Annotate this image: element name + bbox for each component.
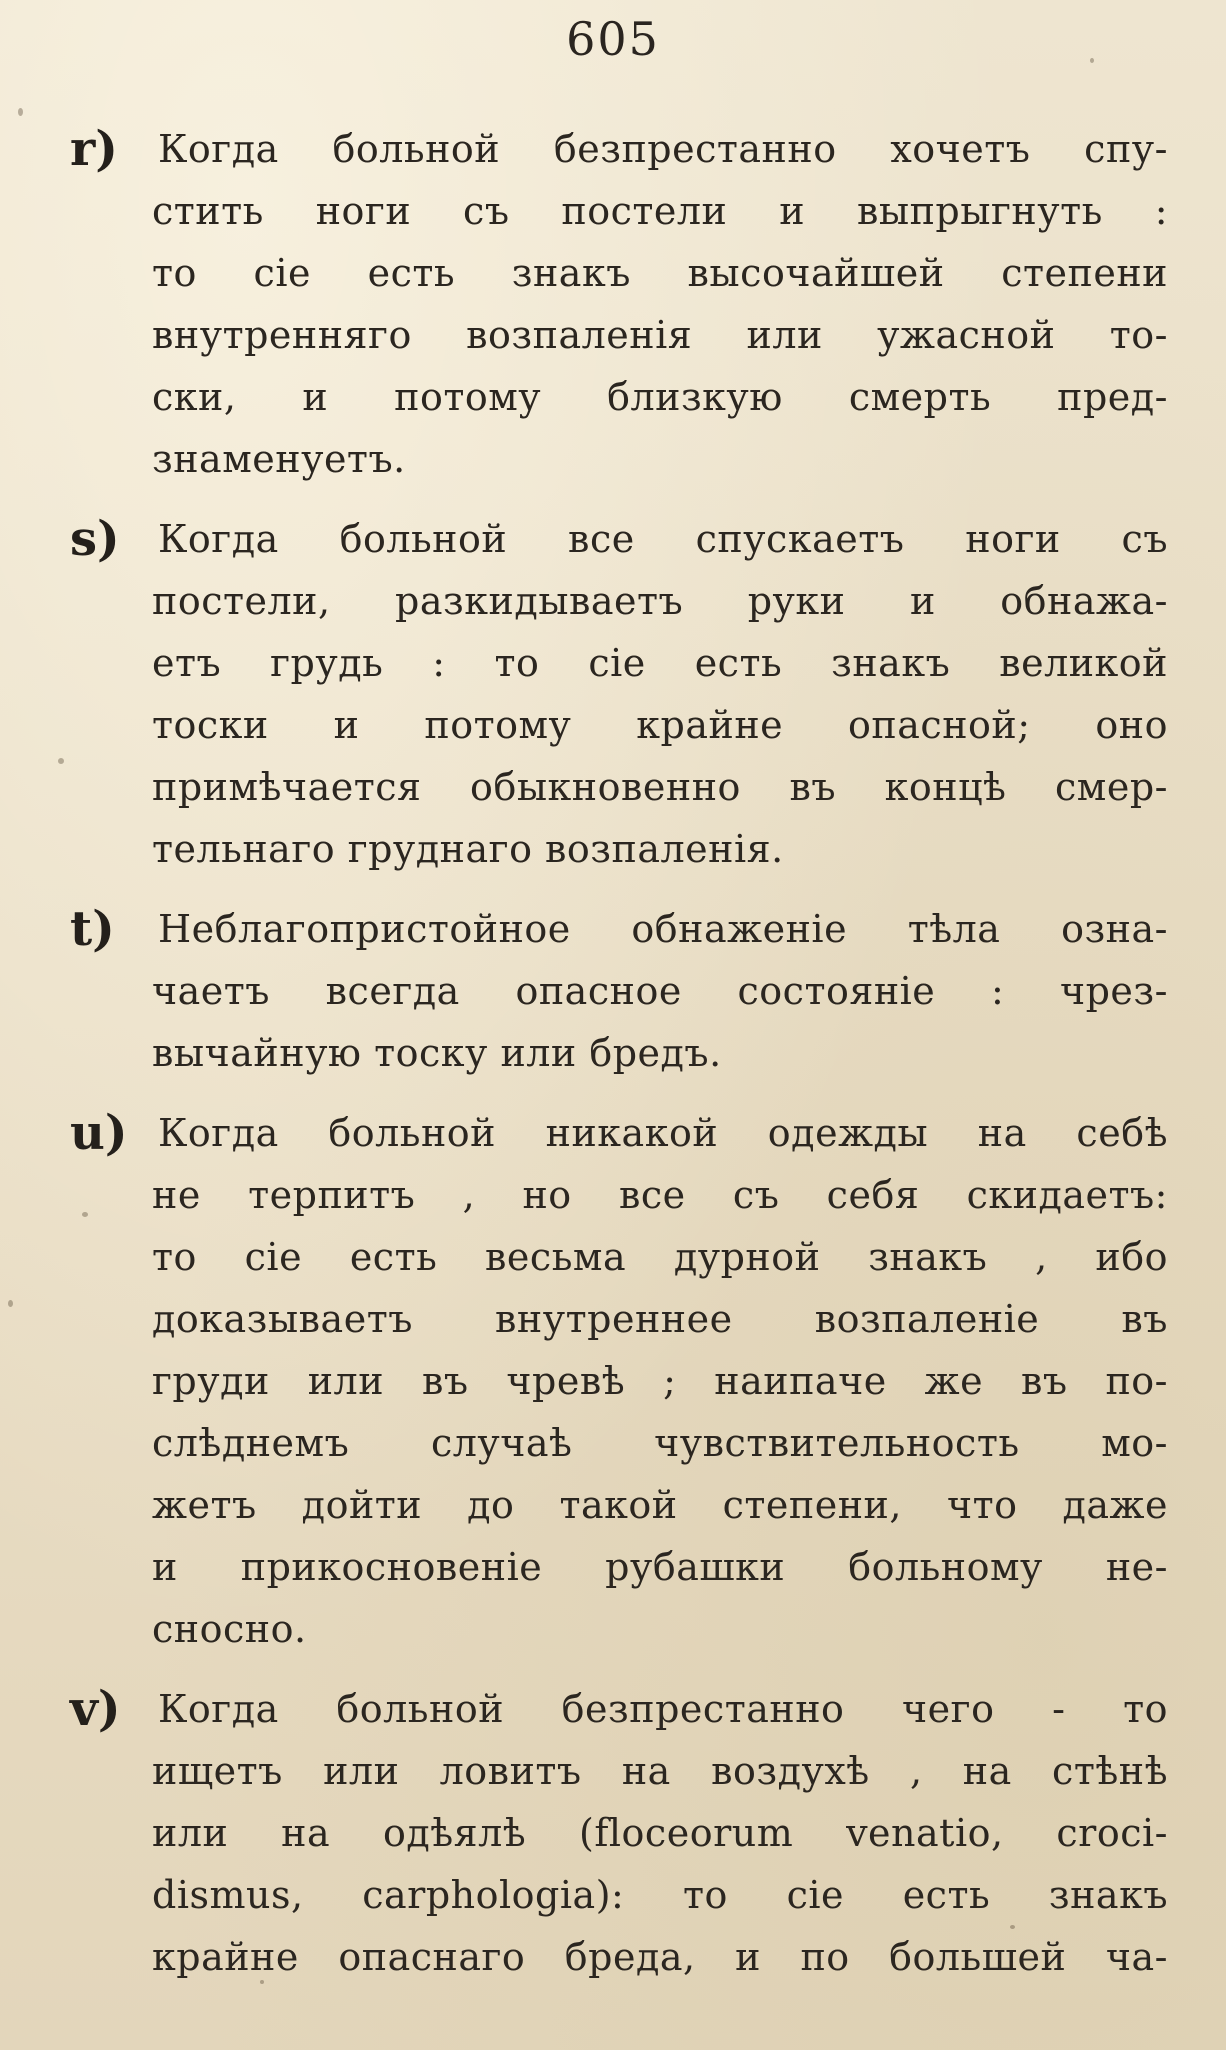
paper-speck bbox=[8, 1300, 13, 1307]
text-line: слѣднемъ случаѣ чувствительность мо- bbox=[152, 1421, 1168, 1465]
text-line: знаменуетъ. bbox=[152, 437, 406, 481]
paper-speck bbox=[82, 1212, 88, 1217]
entry-t bbox=[0, 898, 1226, 1084]
text-line: dismus, carphologia): то сіе есть знакъ bbox=[152, 1873, 1168, 1917]
text-line: жетъ дойти до такой степени, что даже bbox=[152, 1483, 1168, 1527]
text-line: тоски и потому крайне опасной; оно bbox=[152, 703, 1168, 747]
paper-speck bbox=[1090, 58, 1094, 63]
text-line: то сіе есть знакъ высочайшей степени bbox=[152, 251, 1168, 295]
entry-u bbox=[0, 1102, 1226, 1660]
text-line: Когда больной все спускаетъ ноги съ bbox=[158, 517, 1168, 561]
entry-marker: s) bbox=[70, 511, 120, 567]
entry-marker: t) bbox=[70, 901, 115, 957]
entry-v bbox=[0, 1678, 1226, 1988]
entry-marker: r) bbox=[70, 121, 118, 177]
entry-s bbox=[0, 508, 1226, 880]
text-line: тельнаго груднаго возпаленія. bbox=[152, 827, 784, 871]
text-line: или на одѣялѣ (floceorum venatio, croci- bbox=[152, 1811, 1168, 1855]
text-line: Когда больной никакой одежды на себѣ bbox=[158, 1111, 1168, 1155]
entries-list bbox=[0, 118, 1226, 2006]
paper-speck bbox=[1010, 1925, 1015, 1929]
paper-speck bbox=[58, 758, 64, 764]
text-line: Когда больной безпрестанно чего - то bbox=[158, 1687, 1168, 1731]
entry-marker: u) bbox=[70, 1105, 128, 1161]
text-line: крайне опаснаго бреда, и по большей ча- bbox=[152, 1935, 1168, 1979]
text-line: ски, и потому близкую смерть пред- bbox=[152, 375, 1168, 419]
text-line: доказываетъ внутреннее возпаленіе въ bbox=[152, 1297, 1168, 1341]
text-line: ищетъ или ловитъ на воздухѣ , на стѣнѣ bbox=[152, 1749, 1168, 1793]
text-line: сносно. bbox=[152, 1607, 307, 1651]
text-line: то сіе есть весьма дурной знакъ , ибо bbox=[152, 1235, 1168, 1279]
text-line: примѣчается обыкновенно въ концѣ смер- bbox=[152, 765, 1168, 809]
paper-speck bbox=[260, 1980, 264, 1984]
text-line: Когда больной безпрестанно хочетъ спу- bbox=[158, 127, 1168, 171]
entry-marker: v) bbox=[70, 1681, 121, 1737]
text-line: вычайную тоску или бредъ. bbox=[152, 1031, 722, 1075]
text-line: не терпитъ , но все съ себя скидаетъ: bbox=[152, 1173, 1168, 1217]
text-line: Неблагопристойное обнаженіе тѣла озна- bbox=[158, 907, 1168, 951]
text-line: груди или въ чревѣ ; наипаче же въ по- bbox=[152, 1359, 1168, 1403]
text-line: и прикосновеніе рубашки больному не- bbox=[152, 1545, 1168, 1589]
paper-speck bbox=[18, 108, 23, 116]
text-line: внутренняго возпаленія или ужасной то- bbox=[152, 313, 1168, 357]
entry-r bbox=[0, 118, 1226, 490]
text-line: стить ноги съ постели и выпрыгнуть : bbox=[152, 189, 1168, 233]
text-line: чаетъ всегда опасное состояніе : чрез- bbox=[152, 969, 1168, 1013]
text-line: постели, разкидываетъ руки и обнажа- bbox=[152, 579, 1168, 623]
text-line: етъ грудь : то сіе есть знакъ великой bbox=[152, 641, 1168, 685]
page-number: 605 bbox=[566, 12, 660, 66]
